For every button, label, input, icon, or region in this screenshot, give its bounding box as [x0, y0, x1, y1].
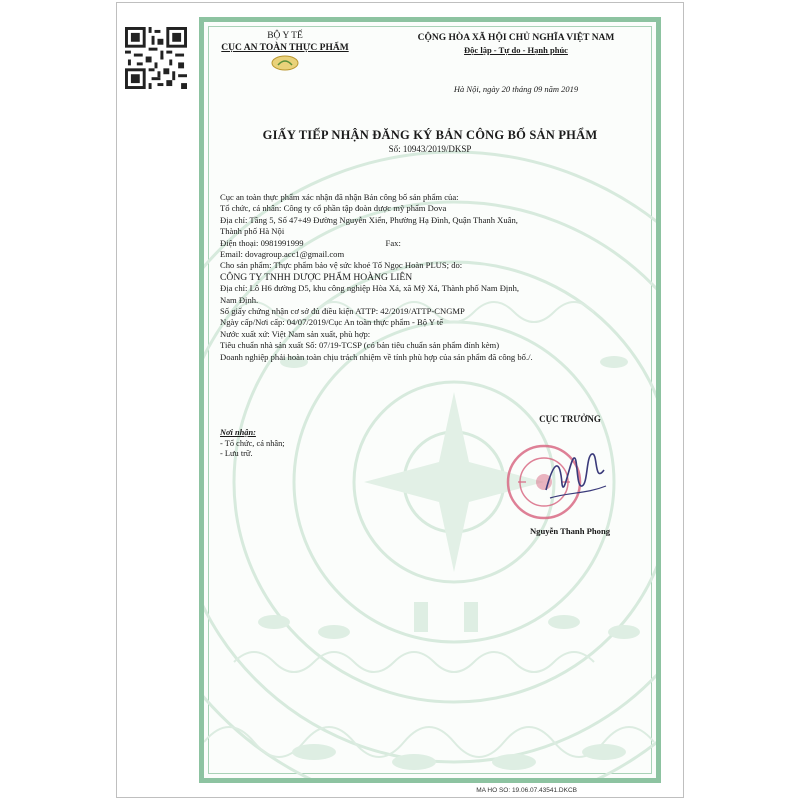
document-page [116, 2, 684, 798]
certificate-number: Số giấy chứng nhận cơ sở đủ điều kiện ATTP: 42/2019/ATTP-CNGMP [220, 306, 465, 317]
origin-line: Nước xuất xứ: Việt Nam sản xuất, phù hợp: [220, 328, 371, 339]
state-header [376, 32, 656, 56]
receivers-heading: Nơi nhận: [220, 428, 256, 437]
product-line: Cho sản phẩm: Thực phẩm bảo vệ sức khoẻ Tố Ngọc Hoàn PLUS; do: [220, 260, 463, 271]
qr-code [125, 27, 187, 89]
country-name: CỘNG HÒA XÃ HỘI CHỦ NGHĨA VIỆT NAM [417, 33, 615, 43]
receiver-item: - Lưu trữ. [220, 449, 253, 458]
ministry-name: BỘ Y TẾ [267, 31, 303, 41]
document-body [220, 192, 650, 363]
document-title: GIẤY TIẾP NHẬN ĐĂNG KÝ BẢN CÔNG BỐ SẢN PHẨM [262, 128, 598, 142]
fax-number: Fax: [385, 237, 401, 248]
address-line-1: Địa chỉ: Tầng 5, Số 47+49 Đường Nguyễn Xiển, Phường Hạ Đình, Quận Thanh Xuân, [220, 214, 518, 225]
certificate-frame [199, 17, 661, 783]
standard-line: Tiêu chuẩn nhà sản xuất Số: 07/19-TCSP (có bản tiêu chuẩn sản phẩm đính kèm) [220, 340, 500, 351]
national-motto: Độc lập - Tự do - Hạnh phúc [464, 45, 568, 55]
certificate-content [204, 22, 656, 778]
signer-name: Nguyễn Thanh Phong [529, 526, 611, 536]
manufacturer-address-2: Nam Định. [220, 294, 259, 305]
handwritten-signature [540, 440, 610, 510]
body-intro: Cục an toàn thực phẩm xác nhận đã nhận Bản công bố sản phẩm của: [220, 192, 459, 202]
contact-line [220, 238, 650, 249]
dossier-code: MA HO SO: 19.06.07.43541.DKCB [476, 787, 577, 794]
department-logo-icon [270, 55, 300, 71]
issuer-header [210, 30, 360, 71]
document-number: Số: 10943/2019/DKSP [388, 144, 472, 154]
phone-number: Điện thoại: 0981991999 [220, 237, 304, 248]
issue-info: Ngày cấp/Nơi cấp: 04/07/2019/Cục An toàn thực phẩm - Bộ Y tế [220, 317, 444, 328]
manufacturer-address-1: Địa chỉ: Lô H6 đường D5, khu công nghiệp Hòa Xá, xã Mỹ Xá, Thành phố Nam Định, [220, 283, 520, 294]
signer-title: CỤC TRƯỞNG [539, 414, 601, 424]
receivers-block [220, 428, 370, 460]
email-line: Email: dovagroup.acc1@gmail.com [220, 249, 345, 260]
issue-date: Hà Nội, ngày 20 tháng 09 năm 2019 [453, 84, 579, 94]
address-line-2: Thành phố Hà Nội [220, 226, 285, 237]
receiver-item: - Tổ chức, cá nhân; [220, 438, 285, 448]
organization-line: Tổ chức, cá nhân: Công ty cổ phần tập đoàn dược mỹ phẩm Dova [220, 203, 447, 214]
manufacturer-name: CÔNG TY TNHH DƯỢC PHẨM HOÀNG LIÊN [220, 271, 413, 283]
department-name: CỤC AN TOÀN THỰC PHẨM [221, 43, 349, 53]
responsibility-line: Doanh nghiệp phải hoàn toàn chịu trách nhiệm về tính phù hợp của sản phẩm đã công bố./. [220, 351, 533, 362]
